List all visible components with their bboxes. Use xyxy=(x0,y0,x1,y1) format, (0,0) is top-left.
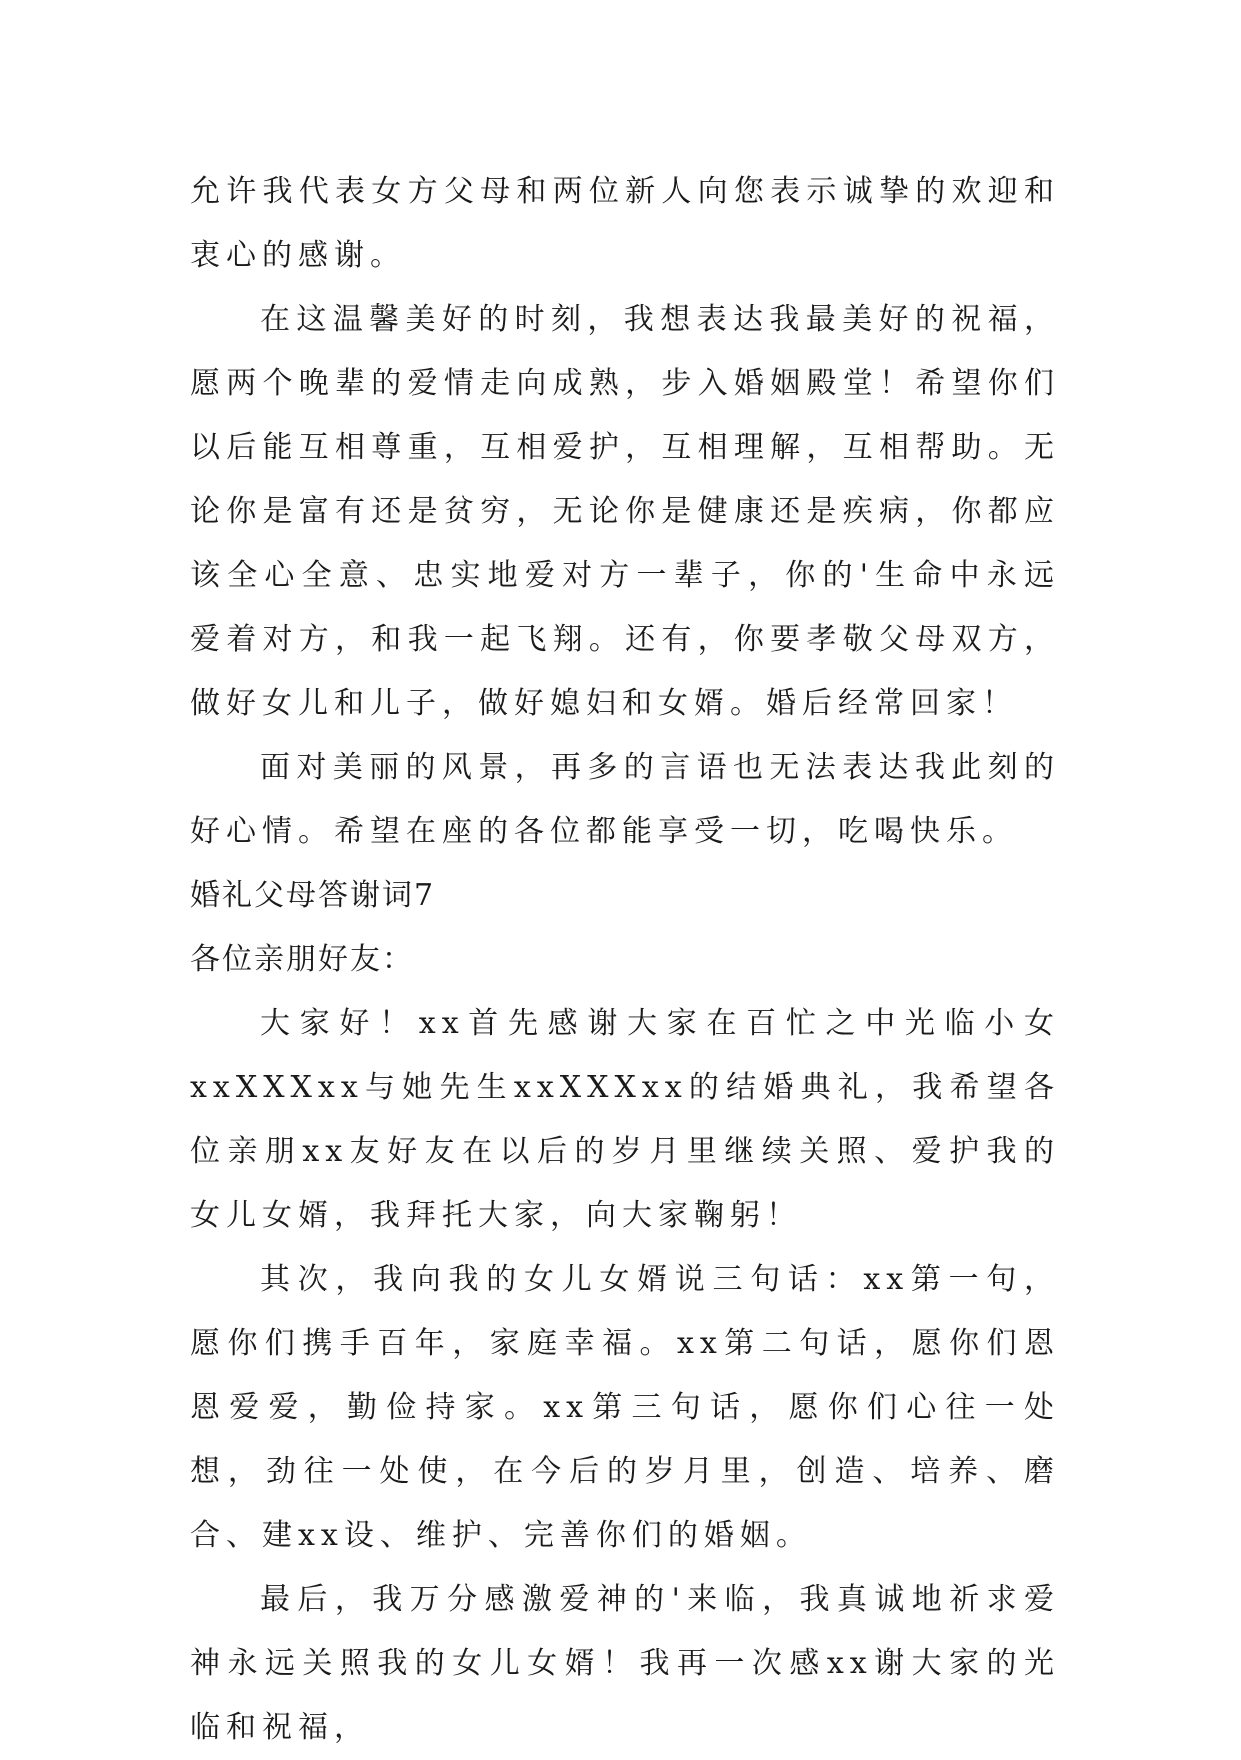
paragraph-closing-wish: 面对美丽的风景，再多的言语也无法表达我此刻的好心情。希望在座的各位都能享受一切，吃喝快乐。 xyxy=(190,750,1060,849)
paragraph-greeting: 大家好！xx首先感谢大家在百忙之中光临小女xxXXXxx与她先生xxXXXxx的结婚典礼，我希望各位亲朋xx友好友在以后的岁月里继续关照、爱护我的女儿女婿，我拜托大家，向大家鞠躬！ xyxy=(190,1006,1060,1233)
salutation: 各位亲朋好友： xyxy=(190,942,414,977)
paragraph-final-thanks: 最后，我万分感激爱神的'来临，我真诚地祈求爱神永远关照我的女儿女婿！我再一次感xx谢大家的光临和祝福， xyxy=(190,1582,1060,1745)
paragraph-blessing: 在这温馨美好的时刻，我想表达我最美好的祝福，愿两个晚辈的爱情走向成熟，步入婚姻殿堂！希望你们以后能互相尊重，互相爱护，互相理解，互相帮助。无论你是富有还是贫穷，无论你是健康还是疾病，你都应该全心全意、忠实地爱对方一辈子，你的'生命中永远爱着对方，和我一起飞翔。还有，你要孝敬父母双方，做好女儿和儿子，做好媳妇和女婿。婚后经常回家！ xyxy=(190,302,1060,721)
paragraph-three-sentences: 其次，我向我的女儿女婿说三句话：xx第一句，愿你们携手百年，家庭幸福。xx第二句话，愿你们恩恩爱爱，勤俭持家。xx第三句话，愿你们心往一处想，劲往一处使，在今后的岁月里，创造、培养、磨合、建xx设、维护、完善你们的婚姻。 xyxy=(190,1262,1060,1553)
section-title: 婚礼父母答谢词7 xyxy=(190,878,436,913)
paragraph-opening: 允许我代表女方父母和两位新人向您表示诚挚的欢迎和衷心的感谢。 xyxy=(190,174,1060,273)
document-body xyxy=(190,160,1060,1760)
